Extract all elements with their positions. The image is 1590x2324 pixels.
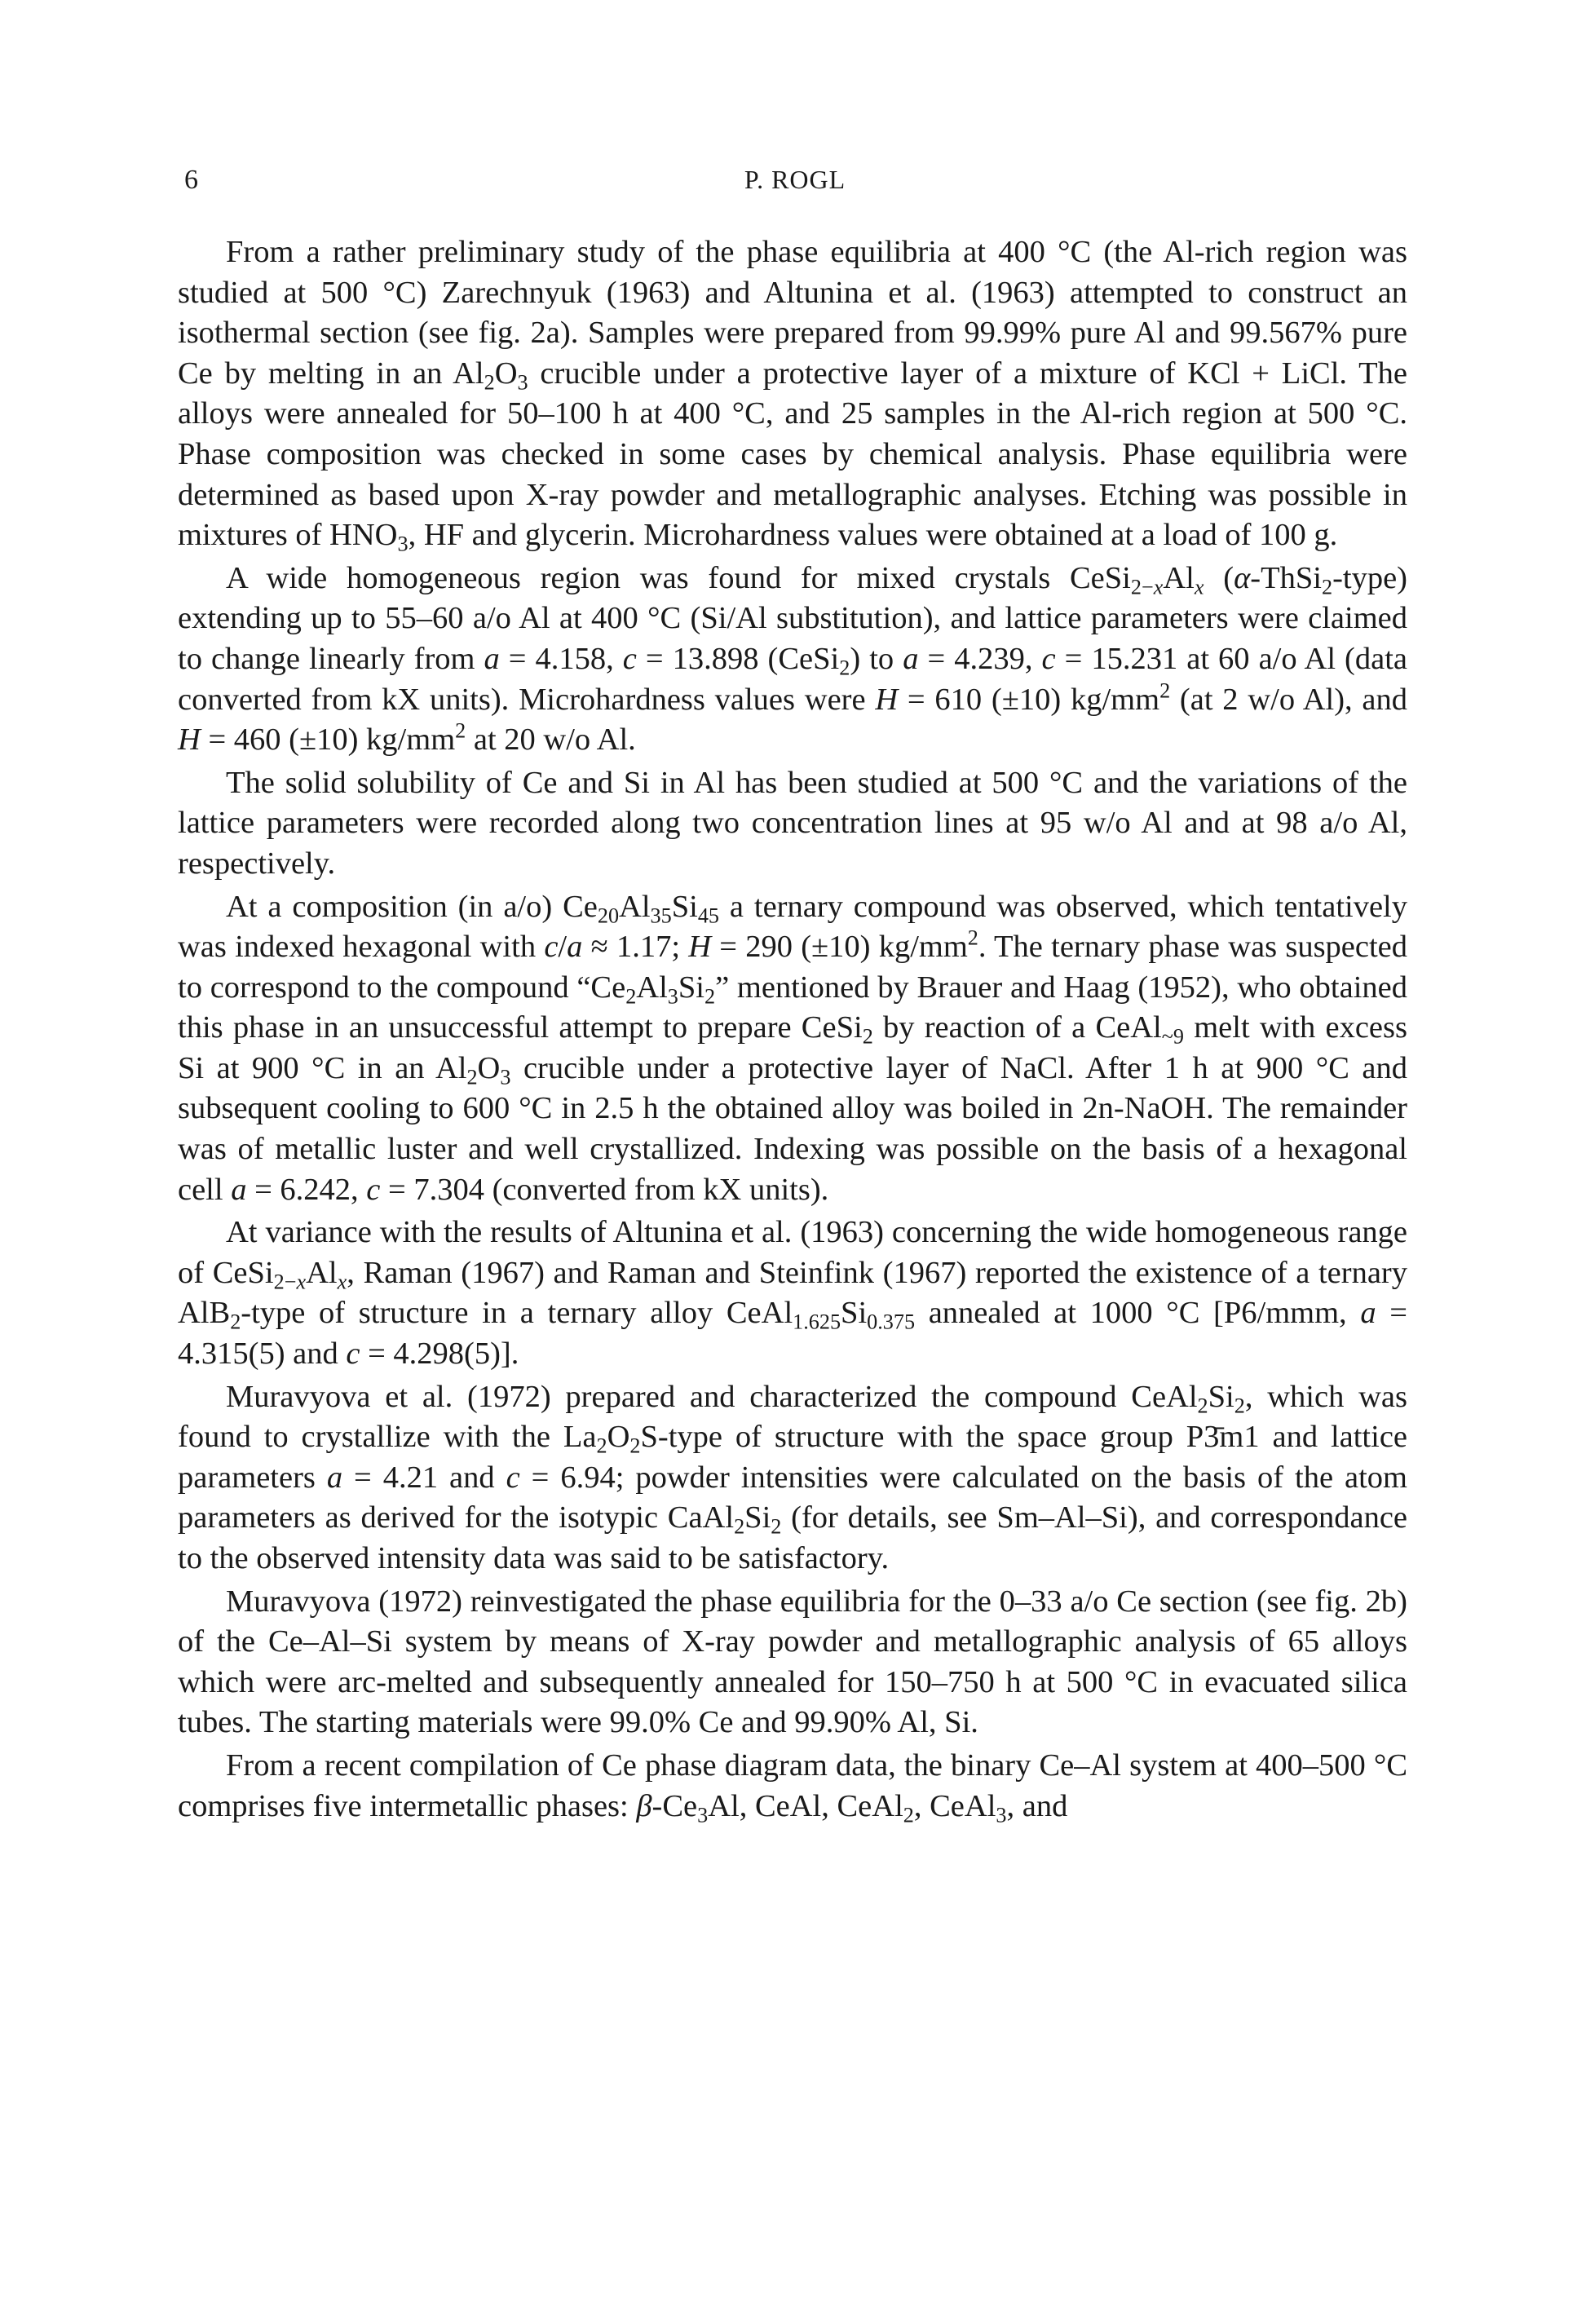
paragraph: A wide homogeneous region was found for mixed crystals $CeSi_{2-x}Al_x$ (α-ThSi$_2$-type) extending up to 55–60 a/o Al at 400 °C (Si/Al substitution), and lattice parameters were claimed to change linearly from a = 4.158, c = 13.898 (CeSi$_2$) to a = 4.239, c = 15.231 at 60 a/o Al (data converted from kX units). Microhardness values were H = 610 (±10) $kg/mm^2$ (at 2 w/o Al), and H = 460 (±10) $kg/mm^2$ at 20 w/o Al.: [178, 560, 1408, 758]
paragraph: At variance with the results of Altunina et al. (1963) concerning the wide homogeneous range of $CeSi_{2-x}Al_x$, Raman (1967) and Raman and Steinfink (1967) reported the existence of a ternary AlB$_2$-type of structure in a ternary alloy $CeAl_{1.625}Si_{0.375}$ annealed at 1000 °C [P6/mmm, a = 4.315(5) and c = 4.298(5)].: [178, 1215, 1407, 1372]
page-number: 6: [184, 165, 198, 195]
paragraph: At a composition (in a/o) $Ce_{20}Al_{35}Si_{45}$ a ternary compound was observed, which tentatively was indexed hexagonal with c/a ≈ 1.17; H = 290 (±10) $kg/mm^2$. The ternary phase was suspected to correspond to the compound “$Ce_2Al_3Si_2$” mentioned by Brauer and Haag (1952), who obtained this phase in an unsuccessful attempt to prepare CeSi$_2$ by reaction of a CeAl$_{\sim 9}$ melt with excess Si at 900 °C in an $Al_2O_3$ crucible under a protective layer of NaCl. After 1 h at 900 °C and subsequent cooling to 600 °C in 2.5 h the obtained alloy was boiled in 2n-NaOH. The remainder was of metallic luster and well crystallized. Indexing was possible on the basis of a hexagonal cell a = 6.242, c = 7.304 (converted from kX units).: [178, 889, 1408, 1207]
paragraph: Muravyova et al. (1972) prepared and characterized the compound $CeAl_2Si_2$, which was found to crystallize with the $La_2O_2S$-type of structure with the space group P3̄m1 and lattice parameters a = 4.21 and c = 6.94; powder intensities were calculated on the basis of the atom parameters as derived for the isotypic $CaAl_2Si_2$ (for details, see Sm–Al–Si), and correspondance to the observed intensity data was said to be satisfactory.: [178, 1379, 1408, 1575]
page-header: [0, 165, 1590, 205]
running-head: P. ROGL: [744, 165, 846, 194]
paragraph: From a rather preliminary study of the phase equilibria at 400 °C (the Al-rich region was studied at 500 °C) Zarechnyuk (1963) and Altunina et al. (1963) attempted to construct an isothermal section (see fig. 2a). Samples were prepared from 99.99% pure Al and 99.567% pure Ce by melting in an $Al_2O_3$ crucible under a protective layer of a mixture of KCl + LiCl. The alloys were annealed for 50–100 h at 400 °C, and 25 samples in the Al-rich region at 500 °C. Phase composition was checked in some cases by chemical analysis. Phase equilibria were determined as based upon X-ray powder and metallographic analyses. Etching was possible in mixtures of $HNO_3$, HF and glycerin. Microhardness values were obtained at a load of 100 g.: [178, 235, 1407, 556]
paragraph: The solid solubility of Ce and Si in Al has been studied at 500 °C and the variations of the lattice parameters were recorded along two concentration lines at 95 w/o Al and at 98 a/o Al, respectively.: [178, 765, 1407, 881]
body-text: [178, 232, 1407, 1827]
paragraph: Muravyova (1972) reinvestigated the phase equilibria for the 0–33 a/o Ce section (see fig. 2b) of the Ce–Al–Si system by means of X-ray powder and metallographic analysis of 65 alloys which were arc-melted and subsequently annealed for 150–750 h at 500 °C in evacuated silica tubes. The starting materials were 99.0% Ce and 99.90% Al, Si.: [178, 1584, 1407, 1740]
paragraph: From a recent compilation of Ce phase diagram data, the binary Ce–Al system at 400–500 °C comprises five intermetallic phases: $\beta-Ce_3Al$, CeAl, CeAl$_2$, CeAl$_3$, and: [178, 1747, 1407, 1827]
